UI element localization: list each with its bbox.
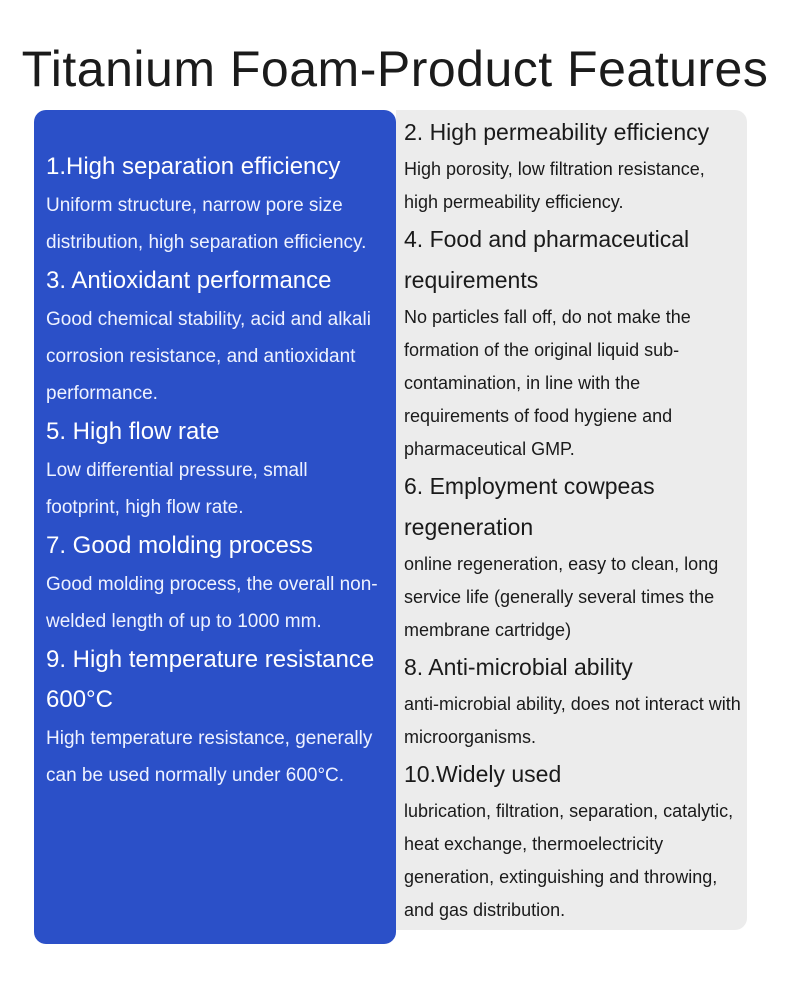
feature-item	[404, 466, 742, 647]
feature-description: Good molding process, the overall non-welded length of up to 1000 mm.	[46, 574, 378, 632]
feature-item	[46, 526, 386, 640]
feature-heading: 8. Anti-microbial ability	[404, 654, 633, 680]
feature-heading: 9. High temperature resistance 600°C	[46, 646, 375, 713]
feature-heading: 2. High permeability efficiency	[404, 119, 710, 145]
feature-item	[46, 640, 386, 794]
right-feature-list	[404, 112, 742, 927]
feature-description: online regeneration, easy to clean, long service life (generally several times the membrane cartridge)	[404, 554, 719, 640]
feature-heading: 6. Employment cowpeas regeneration	[404, 473, 655, 540]
feature-item	[404, 112, 742, 219]
feature-description: High temperature resistance, generally can be used normally under 600°C.	[46, 728, 373, 786]
feature-description: Good chemical stability, acid and alkali corrosion resistance, and antioxidant performance.	[46, 309, 371, 404]
feature-item	[404, 219, 742, 466]
feature-heading: 4. Food and pharmaceutical requirements	[404, 226, 690, 293]
feature-description: No particles fall off, do not make the formation of the original liquid sub-contamination, in line with the requirements of food hygiene and pharmaceutical GMP.	[404, 307, 691, 459]
feature-description: High porosity, low filtration resistance, high permeability efficiency.	[404, 159, 705, 212]
feature-item	[404, 754, 742, 927]
feature-item	[46, 412, 386, 526]
feature-description: anti-microbial ability, does not interact with microorganisms.	[404, 694, 741, 747]
feature-item	[46, 147, 386, 261]
feature-heading: 10.Widely used	[404, 761, 562, 787]
page-title: Titanium Foam-Product Features	[21, 41, 769, 97]
feature-item	[404, 647, 742, 754]
left-feature-list	[46, 147, 386, 794]
feature-heading: 5. High flow rate	[46, 418, 220, 445]
feature-heading: 1.High separation efficiency	[46, 153, 341, 180]
feature-description: Uniform structure, narrow pore size distribution, high separation efficiency.	[46, 195, 367, 253]
feature-heading: 3. Antioxidant performance	[46, 267, 332, 294]
feature-description: lubrication, filtration, separation, catalytic, heat exchange, thermoelectricity generation, extinguishing and throwing, and gas distribution.	[404, 801, 734, 920]
feature-heading: 7. Good molding process	[46, 532, 313, 559]
feature-description: Low differential pressure, small footprint, high flow rate.	[46, 460, 308, 518]
feature-item	[46, 261, 386, 412]
